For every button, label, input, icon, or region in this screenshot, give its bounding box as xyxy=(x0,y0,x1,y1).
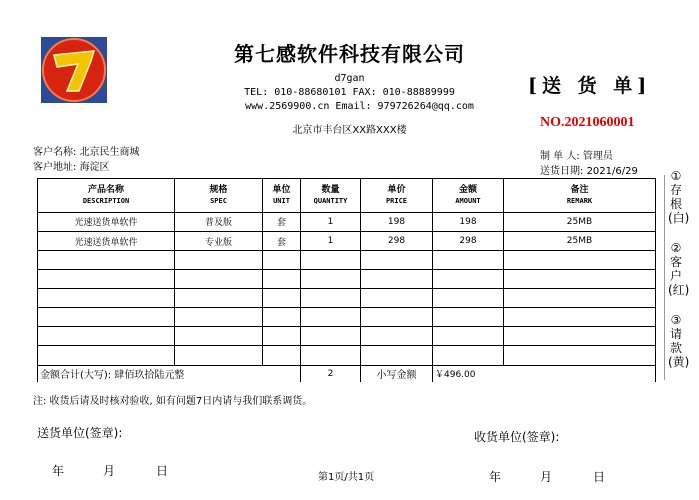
copy-note-billing: ③请款(黄) xyxy=(668,313,690,369)
table-header-row xyxy=(38,179,656,213)
total-quantity: 2 xyxy=(301,365,361,382)
sender-date-month: 月 xyxy=(103,464,116,478)
customer-addr: 海淀区 xyxy=(79,162,110,173)
table-row xyxy=(38,231,656,250)
small-amount-label: 小写金额 xyxy=(361,365,433,382)
cell-description: 光速送货单软件 xyxy=(38,231,175,250)
header-spec: 规格 SPEC xyxy=(175,179,263,213)
cell-spec: 专业版 xyxy=(175,231,263,250)
copy-notes-column xyxy=(659,169,691,380)
cell-amount: 298 xyxy=(433,231,504,250)
document-number: NO.2021060001 xyxy=(540,115,635,130)
table-row-empty xyxy=(38,346,656,365)
cell-spec: 普及版 xyxy=(175,212,263,231)
copy-note-stub: ①存根(白) xyxy=(668,169,690,225)
web-email: www.2569900.cn Email: 979726264@qq.com xyxy=(245,101,474,112)
delivery-date-label: 送货日期: xyxy=(540,166,584,177)
total-row xyxy=(38,365,656,382)
maker-label: 制 单 人: xyxy=(540,151,580,162)
cell-remark: 25MB xyxy=(504,212,656,231)
cell-quantity: 1 xyxy=(301,212,361,231)
receipt-note: 注: 收货后请及时核对验收, 如有问题7日内请与我们联系调货。 xyxy=(33,396,313,407)
table-row-empty xyxy=(38,308,656,327)
cell-price: 298 xyxy=(361,231,433,250)
table-row-empty xyxy=(38,270,656,289)
company-address: 北京市丰台区XX路XXX楼 xyxy=(292,125,407,136)
header-remark: 备注 REMARK xyxy=(504,179,656,213)
total-amount-words: 金额合计(大写): 肆佰玖拾陆元整 xyxy=(38,365,301,382)
header-unit: 单位 UNIT xyxy=(263,179,301,213)
customer-name-label: 客户名称: xyxy=(33,147,77,158)
cell-quantity: 1 xyxy=(301,231,361,250)
cell-unit: 套 xyxy=(263,212,301,231)
cell-remark: 25MB xyxy=(504,231,656,250)
cell-price: 198 xyxy=(361,212,433,231)
tel-fax: TEL: 010-88680101 FAX: 010-88889999 xyxy=(244,87,455,98)
table-row-empty xyxy=(38,251,656,270)
customer-name-row xyxy=(33,143,140,158)
customer-addr-row xyxy=(33,158,110,173)
header-description: 产品名称 DESCRIPTION xyxy=(38,179,175,213)
cell-amount: 198 xyxy=(433,212,504,231)
delivery-date: 2021/6/29 xyxy=(586,166,638,177)
delivery-date-row xyxy=(540,162,638,177)
sender-date-day: 日 xyxy=(156,464,169,478)
divider xyxy=(664,175,665,380)
small-amount-value: ￥496.00 xyxy=(433,365,656,382)
goods-table xyxy=(37,178,656,382)
site-id: d7gan xyxy=(334,73,365,84)
table-row-empty xyxy=(38,327,656,346)
cell-unit: 套 xyxy=(263,231,301,250)
receiver-date-day: 日 xyxy=(593,470,606,484)
document-title: [送 货 单] xyxy=(528,75,652,97)
company-name: 第七感软件科技有限公司 xyxy=(234,42,465,66)
receiver-date-month: 月 xyxy=(540,470,553,484)
maker-value: 管理员 xyxy=(582,151,613,162)
header-amount: 金额 AMOUNT xyxy=(433,179,504,213)
customer-addr-label: 客户地址: xyxy=(33,162,77,173)
sender-signature-label: 送货单位(签章): xyxy=(37,426,123,440)
header-quantity: 数量 QUANTITY xyxy=(301,179,361,213)
header-price: 单价 PRICE xyxy=(361,179,433,213)
table-row-empty xyxy=(38,289,656,308)
cell-description: 光速送货单软件 xyxy=(38,212,175,231)
table-row xyxy=(38,212,656,231)
receiver-signature-label: 收货单位(签章): xyxy=(474,430,560,444)
sender-date-year: 年 xyxy=(52,464,65,478)
copy-note-customer: ②客户(红) xyxy=(668,241,690,297)
customer-name: 北京民生商城 xyxy=(79,147,140,158)
page-number: 第1页/共1页 xyxy=(318,472,375,483)
maker-row xyxy=(540,147,613,162)
receiver-date-year: 年 xyxy=(489,470,502,484)
